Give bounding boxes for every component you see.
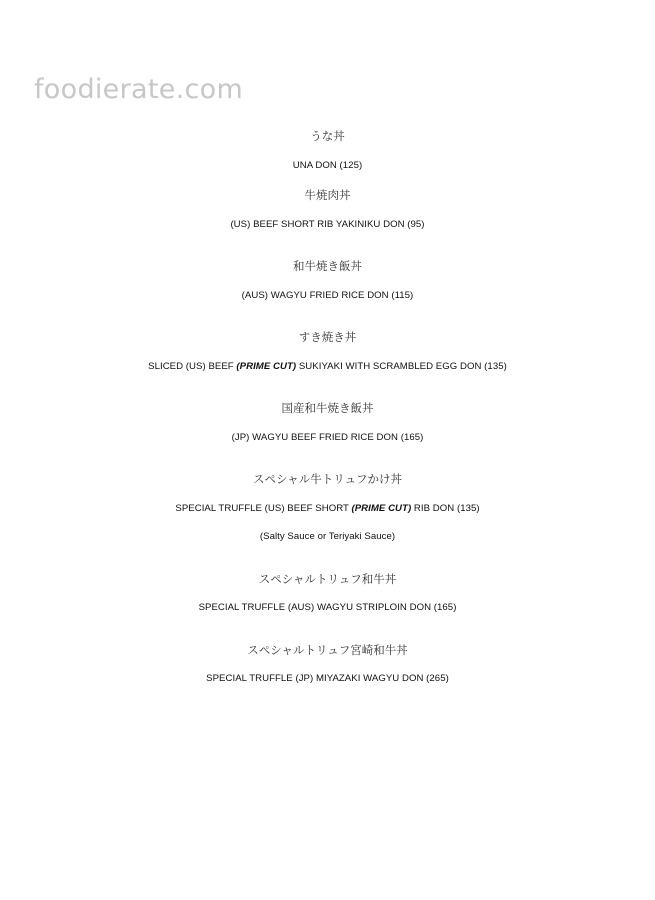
- truffle-miyazaki-wagyu-jp-title: スペシャルトリュフ宮崎和牛丼: [247, 643, 408, 657]
- truffle-rib-item-text-start: SPECIAL TRUFFLE (US) BEEF SHORT: [175, 503, 352, 514]
- sukiyaki-item-text-start: SLICED (US) BEEF: [148, 361, 237, 372]
- sukiyaki-prime-cut-label: (PRIME CUT): [236, 361, 297, 372]
- yakiniku-don-jp-title: 牛焼肉丼: [304, 188, 351, 202]
- watermark: foodierate.com: [34, 74, 244, 105]
- truffle-rib-prime-cut-label: (PRIME CUT): [351, 503, 412, 514]
- una-don-item: UNA DON (125): [292, 160, 363, 171]
- truffle-miyazaki-wagyu-item: SPECIAL TRUFFLE (JP) MIYAZAKI WAGYU DON (265): [206, 673, 449, 684]
- jp-wagyu-fried-rice-jp-title: 国産和牛焼き飯丼: [281, 401, 374, 415]
- jp-wagyu-fried-rice-item: (JP) WAGYU BEEF FRIED RICE DON (165): [231, 432, 424, 443]
- yakiniku-don-item: (US) BEEF SHORT RIB YAKINIKU DON (95): [230, 219, 425, 230]
- sukiyaki-item-text-end: SUKIYAKI WITH SCRAMBLED EGG DON (135): [296, 361, 507, 372]
- sukiyaki-don-jp-title: すき焼き丼: [298, 330, 357, 344]
- truffle-rib-don-item: [0, 503, 655, 514]
- truffle-rib-item-text-end: RIB DON (135): [411, 503, 480, 514]
- truffle-aus-wagyu-jp-title: スペシャルトリュフ和牛丼: [258, 572, 397, 586]
- wagyu-fried-rice-item: (AUS) WAGYU FRIED RICE DON (115): [241, 290, 414, 301]
- truffle-rib-don-jp-title: スペシャル牛トリュフかけ丼: [253, 472, 402, 486]
- truffle-rib-sauce-note: (Salty Sauce or Teriyaki Sauce): [259, 531, 396, 542]
- una-don-jp-title: うな丼: [310, 129, 345, 143]
- sukiyaki-don-item: [0, 361, 655, 372]
- truffle-aus-wagyu-item: SPECIAL TRUFFLE (AUS) WAGYU STRIPLOIN DON (165): [198, 602, 457, 613]
- wagyu-fried-rice-jp-title: 和牛焼き飯丼: [293, 259, 362, 273]
